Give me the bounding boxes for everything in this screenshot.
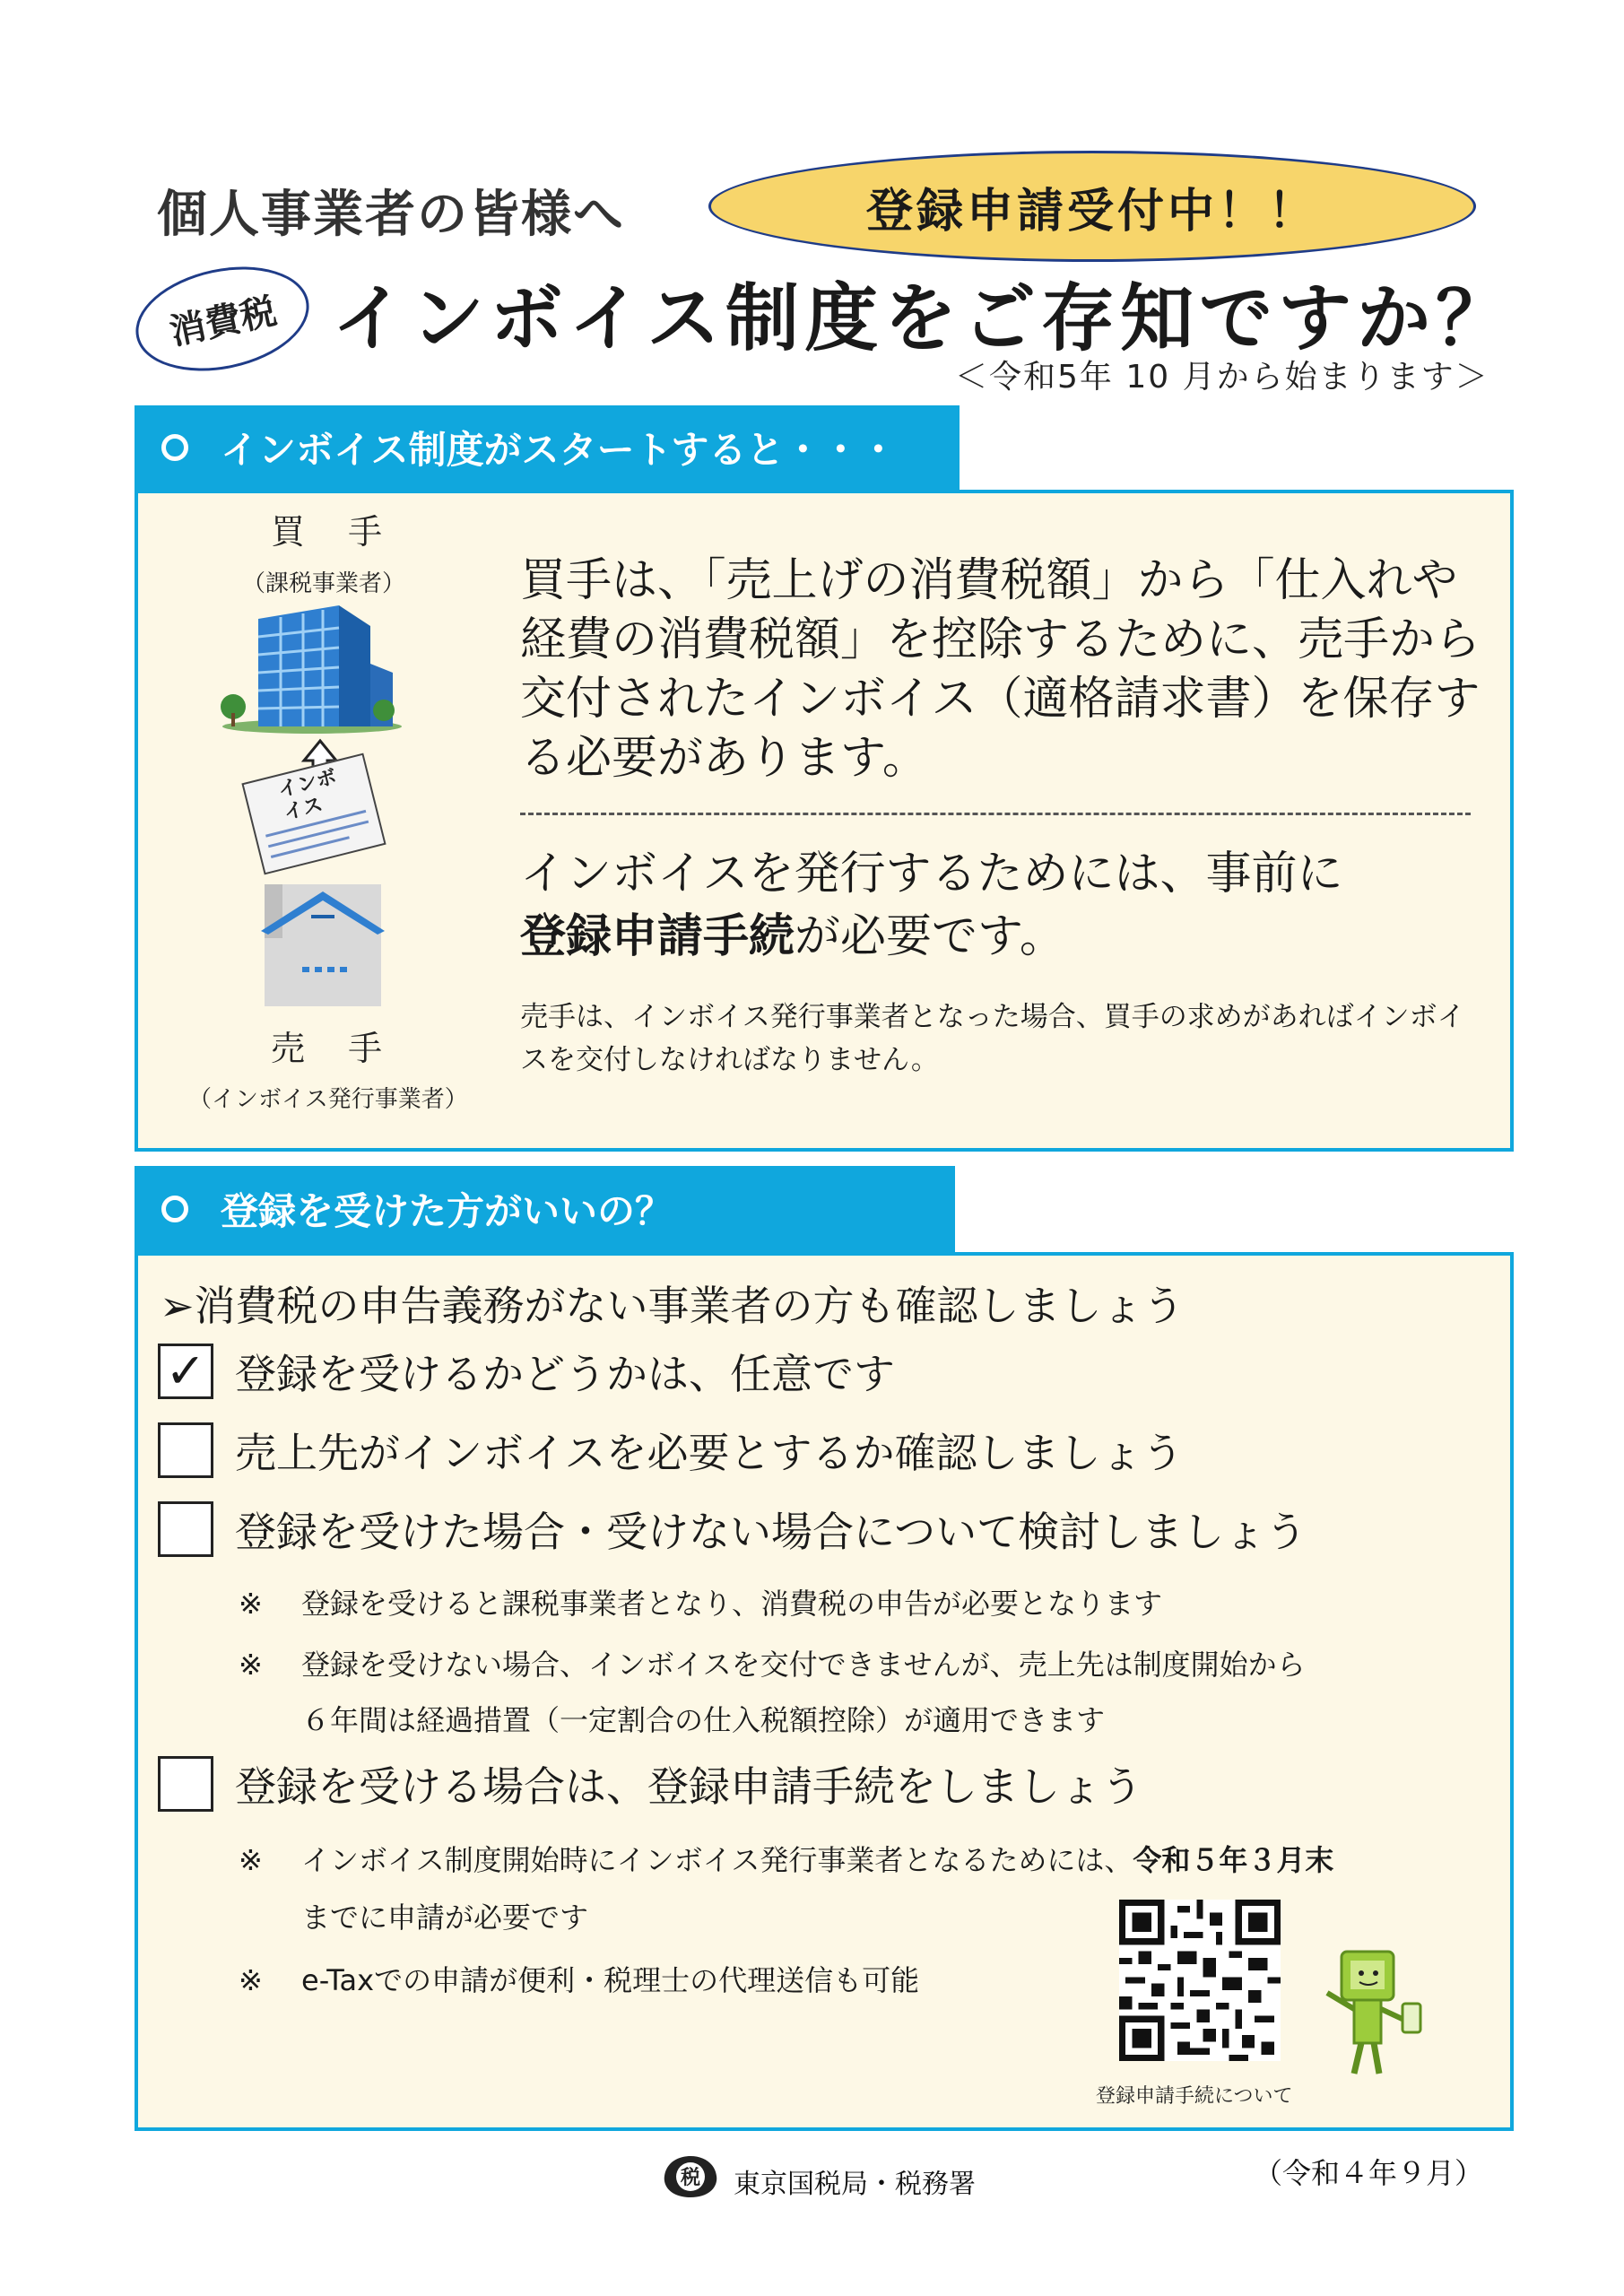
tax-label-oval: 消費税: [126, 252, 319, 386]
footer-organization: 東京国税局・税務署: [734, 2169, 976, 2200]
shop-building-icon: [256, 879, 390, 1009]
footer-date: （令和４年９月）: [1254, 2156, 1484, 2190]
office-building-icon: [213, 601, 411, 735]
check1-label: 登録を受けるかどうかは、任意です: [235, 1350, 895, 1398]
check4-label: 登録を受ける場合は、登録申請手続をしましょう: [235, 1762, 1142, 1811]
explanation-2-post: が必要です。: [795, 910, 1065, 963]
note-1: [239, 1584, 1162, 1623]
note-2: [239, 1645, 1306, 1684]
note-mark: ※: [239, 1843, 263, 1877]
section2-heading: 登録を受けた方がいいの？: [221, 1189, 673, 1233]
page-title: インボイス制度をご存知ですか？: [332, 276, 1515, 361]
note-mark: ※: [239, 1963, 263, 1997]
checkbox-checked[interactable]: ✓: [158, 1344, 213, 1399]
mascot-character-icon: [1307, 1948, 1433, 2083]
section2-intro: ➢消費税の申告義務がない事業者の方も確認しましょう: [160, 1282, 1185, 1330]
start-date-note: ＜令和5年 10 月から始まります＞: [955, 359, 1489, 396]
check-row-consider: [158, 1500, 1307, 1559]
registration-badge: 登録申請受付中！！: [708, 151, 1476, 262]
tax-office-logo-icon: [659, 2154, 722, 2199]
note3-bold: 令和５年３月末: [1133, 1843, 1334, 1877]
circle-bullet-icon: [161, 1196, 188, 1222]
explanation-2-bold: 登録申請手続: [520, 910, 795, 963]
note1-text: 登録を受けると課税事業者となり、消費税の申告が必要となります: [301, 1587, 1163, 1621]
note3-pre: インボイス制度開始時にインボイス発行事業者となるためには、: [301, 1843, 1133, 1877]
seller-sublabel: （インボイス発行事業者）: [188, 1086, 468, 1113]
section1-heading: インボイス制度がスタートすると・・・: [221, 428, 898, 472]
explanation-buyer: 買手は、「売上げの消費税額」から「仕入れや経費の消費税額」を控除するために、売手から交付されたインボイス（適格請求書）を保存する必要があります。: [520, 554, 1481, 785]
buyer-label: 買 手: [271, 512, 399, 552]
note-mark: ※: [239, 1648, 263, 1682]
note4-text: e-Taxでの申請が便利・税理士の代理送信も可能: [301, 1963, 920, 1997]
qr-caption: 登録申請手続について: [1096, 2085, 1293, 2108]
note-4: [239, 1961, 919, 2000]
buyer-sublabel: （課税事業者）: [242, 570, 406, 597]
dashed-divider: [520, 813, 1471, 815]
check-row-customer: [158, 1421, 1184, 1480]
explanation-2-pre: インボイスを発行するためには、事前に: [520, 848, 1343, 900]
seller-label: 売 手: [271, 1029, 399, 1068]
invoice-doc-text: インボイス: [275, 766, 339, 825]
check-row-apply: [158, 1754, 1142, 1813]
note-mark: ※: [239, 1587, 263, 1621]
check2-label: 売上先がインボイスを必要とするか確認しましょう: [235, 1429, 1184, 1477]
section2-header: [135, 1166, 955, 1252]
explanation-registration: [520, 843, 1489, 969]
qr-code-icon[interactable]: [1119, 1900, 1281, 2061]
logo-char: 税: [680, 2167, 701, 2189]
checkbox[interactable]: [158, 1501, 213, 1557]
greeting-heading: 個人事業者の皆様へ: [157, 186, 625, 244]
check-row-optional: [158, 1342, 895, 1401]
check3-label: 登録を受けた場合・受けない場合について検討しましょう: [235, 1508, 1307, 1556]
note-2-line2: ６年間は経過措置（一定割合の仕入税額控除）が適用できます: [301, 1703, 1106, 1737]
section1-header: [135, 405, 960, 490]
checkbox[interactable]: [158, 1422, 213, 1478]
circle-bullet-icon: [161, 434, 188, 461]
checkbox[interactable]: [158, 1756, 213, 1812]
note-3-line2: までに申請が必要です: [301, 1900, 589, 1935]
note-3: [239, 1840, 1333, 1880]
note2-line1: 登録を受けない場合、インボイスを交付できませんが、売上先は制度開始から: [301, 1648, 1306, 1682]
explanation-seller: 売手は、インボイス発行事業者となった場合、買手の求めがあればインボイスを交付しなければなりません。: [520, 1001, 1465, 1076]
